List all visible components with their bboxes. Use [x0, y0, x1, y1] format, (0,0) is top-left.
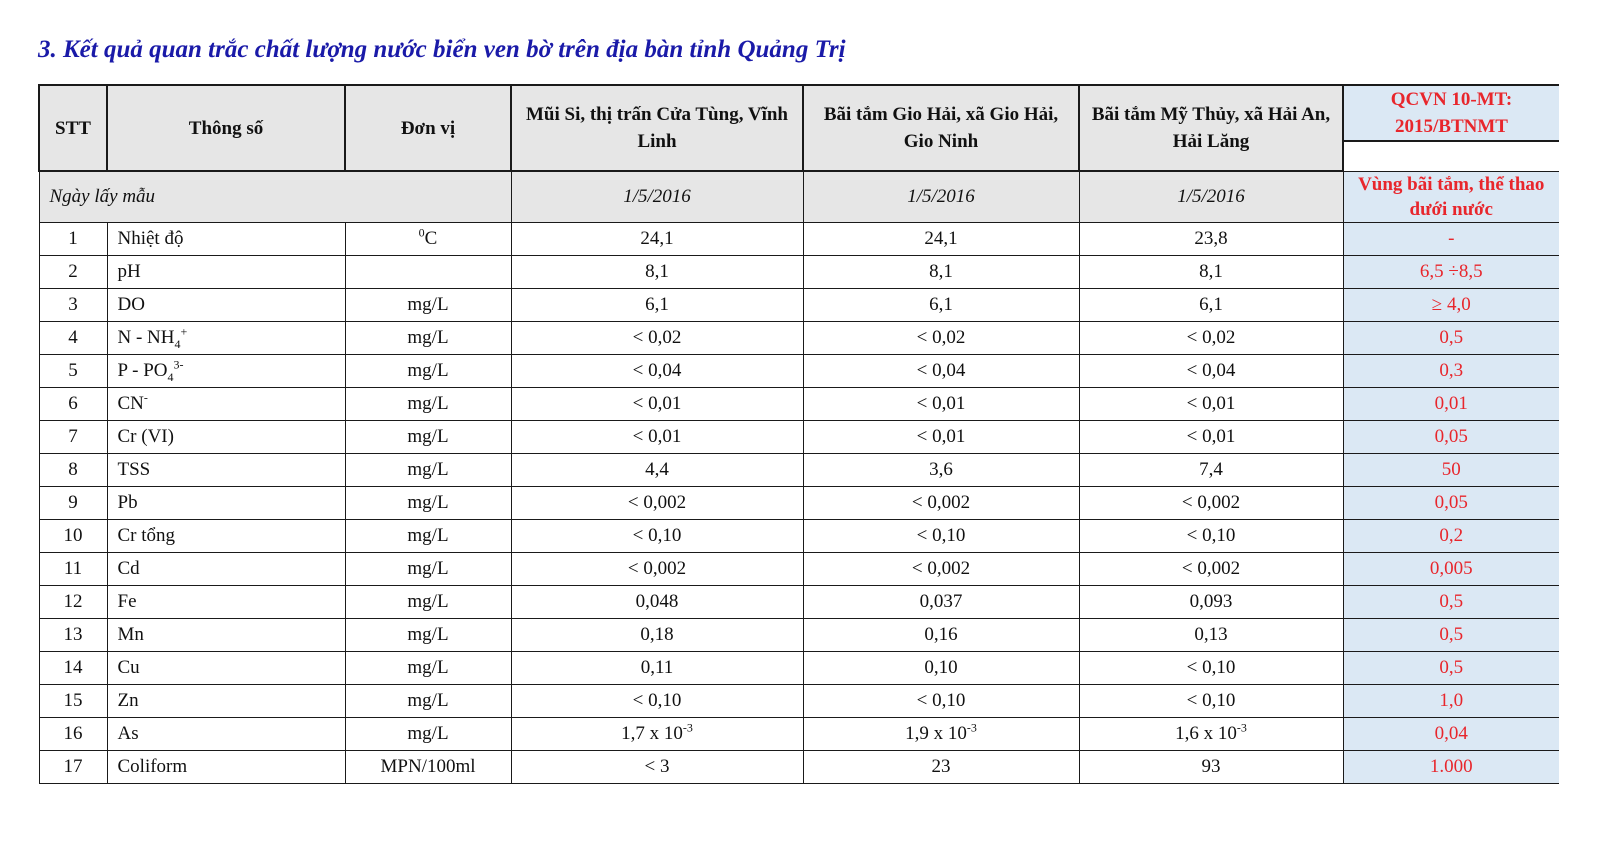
water-quality-table: [38, 84, 1559, 784]
row-site-3: [1079, 321, 1343, 354]
row-parameter: [107, 519, 345, 552]
row-parameter: [107, 552, 345, 585]
row-site-2-text: 0,037: [919, 590, 963, 612]
row-parameter: [107, 387, 345, 420]
table-row: [39, 618, 1559, 651]
row-unit: [345, 750, 511, 783]
row-unit-text: C: [424, 227, 438, 249]
row-site-2-text: < 0,002: [911, 491, 971, 513]
row-parameter-text: CN: [117, 392, 144, 414]
row-site-3-text: < 0,002: [1181, 557, 1241, 579]
row-site-2-text: < 0,002: [911, 557, 971, 579]
row-site-1: [511, 255, 803, 288]
table-row: [39, 288, 1559, 321]
row-parameter-superscript: 3-: [173, 357, 184, 372]
row-stt: [39, 387, 107, 420]
row-site-3-text: < 0,01: [1186, 425, 1236, 447]
row-parameter: [107, 684, 345, 717]
row-site-1: [511, 288, 803, 321]
row-site-1: [511, 321, 803, 354]
row-unit-text: mg/L: [407, 590, 449, 612]
row-standard-text: 0,05: [1434, 425, 1468, 447]
row-stt-text: 2: [68, 260, 78, 282]
row-site-1: [511, 717, 803, 750]
page-title: 3. Kết quả quan trắc chất lượng nước biển ven bờ trên địa bàn tỉnh Quảng Trị: [38, 36, 846, 63]
row-site-1-text: < 0,002: [627, 557, 687, 579]
row-standard: [1343, 552, 1559, 585]
row-site-3: [1079, 255, 1343, 288]
row-parameter-text: As: [117, 722, 139, 744]
row-parameter: [107, 420, 345, 453]
row-site-2-text: < 0,01: [916, 392, 966, 414]
row-unit: [345, 387, 511, 420]
row-site-2: [803, 585, 1079, 618]
row-unit: [345, 255, 511, 288]
row-site-2-text: 1,9 x 10: [905, 722, 967, 744]
row-unit: [345, 321, 511, 354]
row-stt: [39, 255, 107, 288]
row-unit: [345, 651, 511, 684]
row-site-3-text: < 0,02: [1186, 326, 1236, 348]
row-parameter-superscript: -: [143, 390, 148, 405]
row-site-2: [803, 618, 1079, 651]
row-unit-text: mg/L: [407, 425, 449, 447]
row-parameter-text: pH: [117, 260, 141, 282]
row-site-1-text: 8,1: [645, 260, 669, 282]
row-standard: [1343, 255, 1559, 288]
row-site-2-superscript: -3: [966, 720, 977, 735]
row-parameter-text: Cr tổng: [117, 524, 176, 546]
row-standard: [1343, 651, 1559, 684]
row-parameter: [107, 585, 345, 618]
row-stt-text: 12: [63, 590, 83, 612]
row-site-3-text: 23,8: [1194, 227, 1228, 249]
row-unit-text: mg/L: [407, 458, 449, 480]
table-row: [39, 585, 1559, 618]
header-parameter: Thông số: [107, 85, 345, 171]
row-unit: [345, 618, 511, 651]
row-stt: [39, 519, 107, 552]
row-standard: [1343, 453, 1559, 486]
row-site-1: [511, 585, 803, 618]
row-site-1: [511, 750, 803, 783]
row-site-2: [803, 717, 1079, 750]
header-unit: Đơn vị: [345, 85, 511, 171]
row-stt-text: 17: [63, 755, 83, 777]
row-stt: [39, 717, 107, 750]
row-standard: [1343, 486, 1559, 519]
row-standard-text: 0,5: [1439, 623, 1464, 645]
row-parameter-text: Cr (VI): [117, 425, 174, 447]
sample-date-site-2: 1/5/2016: [803, 171, 1079, 222]
row-site-3-text: < 0,04: [1186, 359, 1236, 381]
row-site-2: [803, 420, 1079, 453]
row-site-3: [1079, 750, 1343, 783]
row-standard-text: ≥ 4,0: [1431, 293, 1471, 315]
row-site-3: [1079, 354, 1343, 387]
row-site-1-text: < 0,01: [632, 425, 682, 447]
row-site-3-text: 0,13: [1194, 623, 1228, 645]
row-unit: [345, 552, 511, 585]
row-standard-text: 0,05: [1434, 491, 1468, 513]
row-site-3-text: < 0,002: [1181, 491, 1241, 513]
row-stt-text: 14: [63, 656, 83, 678]
row-parameter-subscript: 4: [167, 369, 174, 384]
row-site-2-text: < 0,04: [916, 359, 966, 381]
row-stt-text: 10: [63, 524, 83, 546]
row-parameter-text: Pb: [117, 491, 138, 513]
row-parameter: [107, 486, 345, 519]
row-unit-superscript: 0: [418, 225, 425, 240]
row-site-1: [511, 651, 803, 684]
row-unit-text: mg/L: [407, 656, 449, 678]
row-parameter: [107, 354, 345, 387]
table-row: [39, 321, 1559, 354]
sample-date-row: [39, 171, 1559, 222]
row-stt: [39, 585, 107, 618]
table-row: [39, 354, 1559, 387]
row-site-2-text: < 0,02: [916, 326, 966, 348]
row-parameter: [107, 717, 345, 750]
row-site-2-text: < 0,10: [916, 524, 966, 546]
row-stt-text: 1: [68, 227, 78, 249]
row-site-3: [1079, 453, 1343, 486]
row-site-3-text: 1,6 x 10: [1175, 722, 1237, 744]
row-standard: [1343, 387, 1559, 420]
row-site-2: [803, 387, 1079, 420]
row-stt: [39, 420, 107, 453]
row-stt-text: 8: [68, 458, 78, 480]
row-site-3: [1079, 420, 1343, 453]
row-site-2-text: 0,16: [924, 623, 958, 645]
row-site-3: [1079, 486, 1343, 519]
row-site-2-text: 0,10: [924, 656, 958, 678]
row-standard-text: 6,5 ÷8,5: [1419, 260, 1483, 282]
row-site-2: [803, 486, 1079, 519]
row-site-3: [1079, 387, 1343, 420]
row-site-3-text: 6,1: [1199, 293, 1223, 315]
row-standard: [1343, 321, 1559, 354]
row-unit: [345, 288, 511, 321]
row-standard: [1343, 420, 1559, 453]
row-standard-text: 0,3: [1439, 359, 1464, 381]
row-site-2: [803, 651, 1079, 684]
row-site-2: [803, 288, 1079, 321]
row-parameter: [107, 222, 345, 255]
row-site-3: [1079, 222, 1343, 255]
row-stt-text: 16: [63, 722, 83, 744]
row-site-2: [803, 453, 1079, 486]
row-site-1: [511, 552, 803, 585]
row-site-3: [1079, 651, 1343, 684]
row-stt-text: 6: [68, 392, 78, 414]
row-standard: [1343, 222, 1559, 255]
row-parameter-text: Mn: [117, 623, 144, 645]
row-standard-text: 0,01: [1434, 392, 1468, 414]
row-unit: [345, 453, 511, 486]
row-site-3: [1079, 684, 1343, 717]
row-standard-text: 0,04: [1434, 722, 1468, 744]
row-standard: [1343, 618, 1559, 651]
row-parameter: [107, 321, 345, 354]
row-site-1-text: 0,048: [635, 590, 679, 612]
row-standard-text: 0,5: [1439, 326, 1464, 348]
row-site-2: [803, 750, 1079, 783]
row-parameter: [107, 750, 345, 783]
row-stt-text: 5: [68, 359, 78, 381]
row-site-3: [1079, 618, 1343, 651]
row-standard: [1343, 354, 1559, 387]
row-stt: [39, 651, 107, 684]
row-parameter: [107, 618, 345, 651]
header-site-2: Bãi tắm Gio Hải, xã Gio Hải, Gio Ninh: [803, 85, 1079, 171]
row-parameter: [107, 453, 345, 486]
row-stt: [39, 486, 107, 519]
row-parameter-text: Zn: [117, 689, 139, 711]
row-site-2: [803, 519, 1079, 552]
row-stt: [39, 750, 107, 783]
sample-date-label: Ngày lấy mẫu: [39, 171, 511, 222]
row-site-3-text: < 0,10: [1186, 689, 1236, 711]
row-parameter: [107, 651, 345, 684]
header-site-3: Bãi tắm Mỹ Thủy, xã Hải An, Hải Lăng: [1079, 85, 1343, 171]
row-site-1: [511, 453, 803, 486]
row-site-3-superscript: -3: [1236, 720, 1247, 735]
row-site-1-text: 0,18: [640, 623, 674, 645]
row-site-1-text: < 0,002: [627, 491, 687, 513]
row-stt-text: 7: [68, 425, 78, 447]
row-standard: [1343, 288, 1559, 321]
row-site-1-text: < 3: [644, 755, 670, 777]
row-stt: [39, 684, 107, 717]
header-row: [39, 85, 1559, 141]
row-site-1-text: 0,11: [640, 656, 674, 678]
row-site-3: [1079, 717, 1343, 750]
row-site-1-text: < 0,10: [632, 524, 682, 546]
row-parameter: [107, 288, 345, 321]
row-site-2: [803, 255, 1079, 288]
table-row: [39, 717, 1559, 750]
row-site-2: [803, 684, 1079, 717]
row-site-1-text: < 0,02: [632, 326, 682, 348]
table-row: [39, 222, 1559, 255]
row-site-1-text: 6,1: [645, 293, 669, 315]
row-unit-text: MPN/100ml: [380, 755, 476, 777]
row-parameter-text: Fe: [117, 590, 137, 612]
row-site-2-text: 8,1: [929, 260, 953, 282]
row-stt: [39, 222, 107, 255]
row-parameter-superscript: +: [180, 324, 188, 339]
row-stt: [39, 618, 107, 651]
row-unit-text: mg/L: [407, 722, 449, 744]
row-unit-text: mg/L: [407, 392, 449, 414]
row-standard-text: 0,2: [1439, 524, 1464, 546]
row-site-3: [1079, 288, 1343, 321]
row-stt-text: 11: [63, 557, 83, 579]
row-unit: [345, 420, 511, 453]
row-parameter-text: Cu: [117, 656, 140, 678]
row-parameter-text: P - PO: [117, 359, 168, 381]
row-site-3-text: 8,1: [1199, 260, 1223, 282]
row-unit-text: mg/L: [407, 524, 449, 546]
row-site-1-text: < 0,10: [632, 689, 682, 711]
row-unit: [345, 222, 511, 255]
row-site-1: [511, 486, 803, 519]
row-parameter-subscript: 4: [174, 336, 181, 351]
table-row: [39, 684, 1559, 717]
row-site-1-text: 24,1: [640, 227, 674, 249]
row-stt-text: 9: [68, 491, 78, 513]
row-stt-text: 4: [68, 326, 78, 348]
row-standard-text: 0,005: [1429, 557, 1473, 579]
row-site-3-text: 7,4: [1199, 458, 1223, 480]
row-stt: [39, 321, 107, 354]
row-site-1: [511, 420, 803, 453]
row-site-2: [803, 321, 1079, 354]
row-standard: [1343, 717, 1559, 750]
row-site-1: [511, 222, 803, 255]
row-site-2-text: 3,6: [929, 458, 953, 480]
row-site-1: [511, 387, 803, 420]
row-parameter-text: Coliform: [117, 755, 188, 777]
row-site-2-text: 6,1: [929, 293, 953, 315]
row-stt: [39, 354, 107, 387]
table-row: [39, 255, 1559, 288]
row-unit: [345, 486, 511, 519]
header-standard: QCVN 10-MT: 2015/BTNMT: [1343, 85, 1559, 141]
row-standard-text: 1,0: [1439, 689, 1464, 711]
row-stt-text: 3: [68, 293, 78, 315]
header-standard-sub: Vùng bãi tắm, thể thao dưới nước: [1343, 171, 1559, 222]
sample-date-site-1: 1/5/2016: [511, 171, 803, 222]
sample-date-site-3: 1/5/2016: [1079, 171, 1343, 222]
row-standard-text: -: [1448, 227, 1455, 249]
row-site-1: [511, 354, 803, 387]
row-standard: [1343, 585, 1559, 618]
row-site-3-text: < 0,01: [1186, 392, 1236, 414]
row-site-1: [511, 519, 803, 552]
row-unit-text: mg/L: [407, 491, 449, 513]
row-parameter-text: TSS: [117, 458, 151, 480]
table-row: [39, 750, 1559, 783]
row-site-2: [803, 354, 1079, 387]
row-stt: [39, 453, 107, 486]
row-site-3-text: 0,093: [1189, 590, 1233, 612]
row-site-3: [1079, 552, 1343, 585]
row-site-1-text: < 0,01: [632, 392, 682, 414]
row-site-2-text: < 0,10: [916, 689, 966, 711]
row-unit-text: mg/L: [407, 326, 449, 348]
row-site-2-text: 24,1: [924, 227, 958, 249]
row-unit-text: mg/L: [407, 557, 449, 579]
row-unit-text: mg/L: [407, 293, 449, 315]
row-parameter-text: Nhiệt độ: [117, 227, 184, 249]
row-standard: [1343, 684, 1559, 717]
row-site-1-text: 1,7 x 10: [621, 722, 683, 744]
table-row: [39, 387, 1559, 420]
row-standard-text: 1.000: [1429, 755, 1473, 777]
table-row: [39, 453, 1559, 486]
header-stt: STT: [39, 85, 107, 171]
row-unit: [345, 684, 511, 717]
row-site-2: [803, 552, 1079, 585]
table-row: [39, 651, 1559, 684]
row-unit: [345, 354, 511, 387]
row-unit: [345, 519, 511, 552]
header-site-1: Mũi Si, thị trấn Cửa Tùng, Vĩnh Linh: [511, 85, 803, 171]
table-row: [39, 519, 1559, 552]
row-stt: [39, 288, 107, 321]
row-standard-text: 50: [1441, 458, 1461, 480]
row-site-3: [1079, 519, 1343, 552]
row-site-3-text: < 0,10: [1186, 656, 1236, 678]
row-site-2-text: < 0,01: [916, 425, 966, 447]
row-standard-text: 0,5: [1439, 590, 1464, 612]
table-row: [39, 486, 1559, 519]
row-standard: [1343, 519, 1559, 552]
row-parameter-text: Cd: [117, 557, 140, 579]
row-stt: [39, 552, 107, 585]
row-site-1-superscript: -3: [682, 720, 693, 735]
row-parameter: [107, 255, 345, 288]
row-parameter-text: N - NH: [117, 326, 175, 348]
row-unit-text: mg/L: [407, 689, 449, 711]
row-site-1: [511, 618, 803, 651]
row-parameter-text: DO: [117, 293, 145, 315]
row-unit: [345, 585, 511, 618]
row-unit-text: mg/L: [407, 623, 449, 645]
row-site-3: [1079, 585, 1343, 618]
row-unit: [345, 717, 511, 750]
table-row: [39, 420, 1559, 453]
table-row: [39, 552, 1559, 585]
row-site-1-text: 4,4: [645, 458, 669, 480]
row-site-1: [511, 684, 803, 717]
row-stt-text: 13: [63, 623, 83, 645]
row-standard-text: 0,5: [1439, 656, 1464, 678]
row-site-2: [803, 222, 1079, 255]
row-unit-text: mg/L: [407, 359, 449, 381]
row-site-1-text: < 0,04: [632, 359, 682, 381]
row-stt-text: 15: [63, 689, 83, 711]
row-standard: [1343, 750, 1559, 783]
row-site-3-text: < 0,10: [1186, 524, 1236, 546]
row-site-3-text: 93: [1201, 755, 1221, 777]
row-site-2-text: 23: [931, 755, 951, 777]
